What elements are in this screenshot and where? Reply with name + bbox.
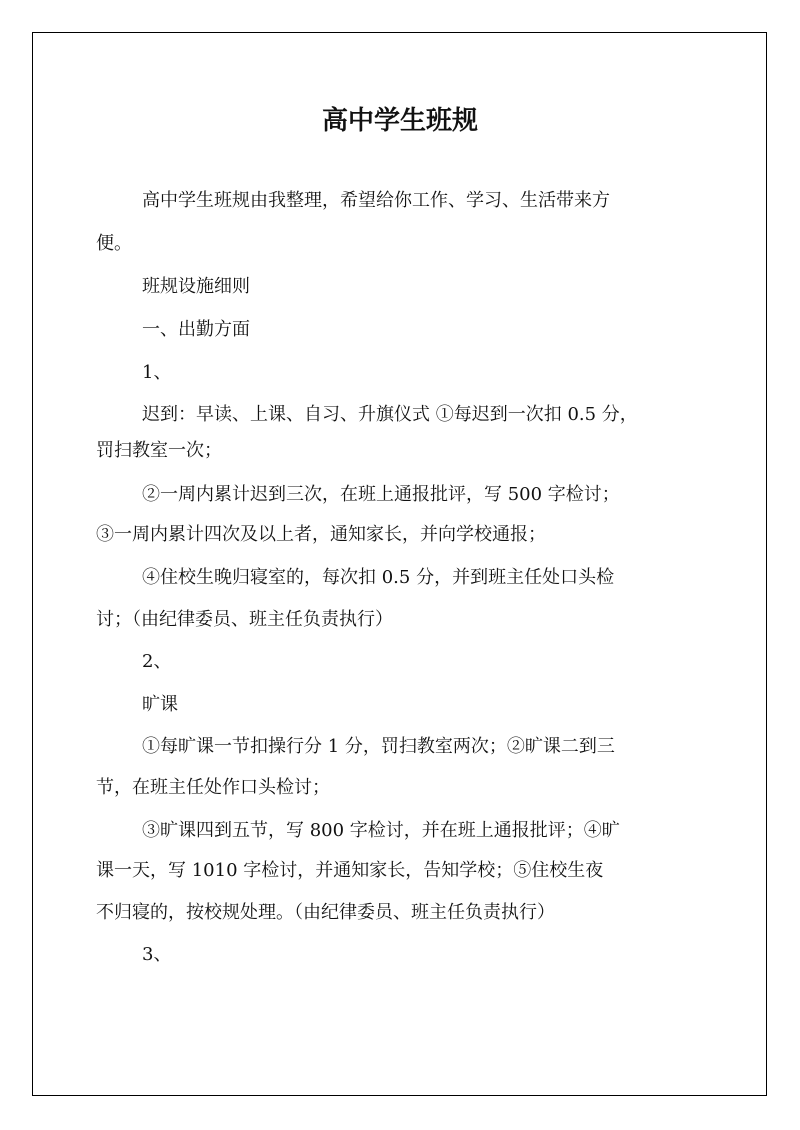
document-title: 高中学生班规 <box>321 106 478 136</box>
absence-rule-line-1: ①每旷课一节扣操行分 1 分，罚扫教室两次；②旷课二到三 <box>142 736 615 757</box>
absence-rule-line-2: 节，在班主任处作口头检讨； <box>96 777 330 798</box>
intro-line-2: 便。 <box>96 233 132 254</box>
item-number-2: 2、 <box>142 651 172 672</box>
intro-line-1: 高中学生班规由我整理，希望给你工作、学习、生活带来方 <box>142 190 610 211</box>
section-heading: 班规设施细则 <box>142 276 250 297</box>
attendance-heading: 一、出勤方面 <box>142 319 250 340</box>
absence-rule-line-3: ③旷课四到五节，写 800 字检讨，并在班上通报批评；④旷 <box>142 820 620 841</box>
late-rule-4-line-2: 讨；（由纪律委员、班主任负责执行） <box>96 609 393 630</box>
late-rule-4-line-1: ④住校生晚归寝室的，每次扣 0.5 分，并到班主任处口头检 <box>142 567 615 588</box>
absence-rule-line-4: 课一天，写 1010 字检讨，并通知家长，告知学校；⑤住校生夜 <box>96 860 604 881</box>
late-rule-2: ②一周内累计迟到三次，在班上通报批评，写 500 字检讨； <box>142 484 620 505</box>
absence-rule-line-5: 不归寝的，按校规处理。（由纪律委员、班主任负责执行） <box>96 902 555 923</box>
item-number-1: 1、 <box>142 362 172 383</box>
late-rule-line-2: 罚扫教室一次； <box>96 440 222 461</box>
absence-heading: 旷课 <box>142 694 178 715</box>
late-rule-line-1: 迟到：早读、上课、自习、升旗仪式 ①每迟到一次扣 0.5 分， <box>142 404 638 425</box>
item-number-3: 3、 <box>142 944 172 965</box>
late-rule-3: ③一周内累计四次及以上者，通知家长，并向学校通报； <box>96 524 546 545</box>
